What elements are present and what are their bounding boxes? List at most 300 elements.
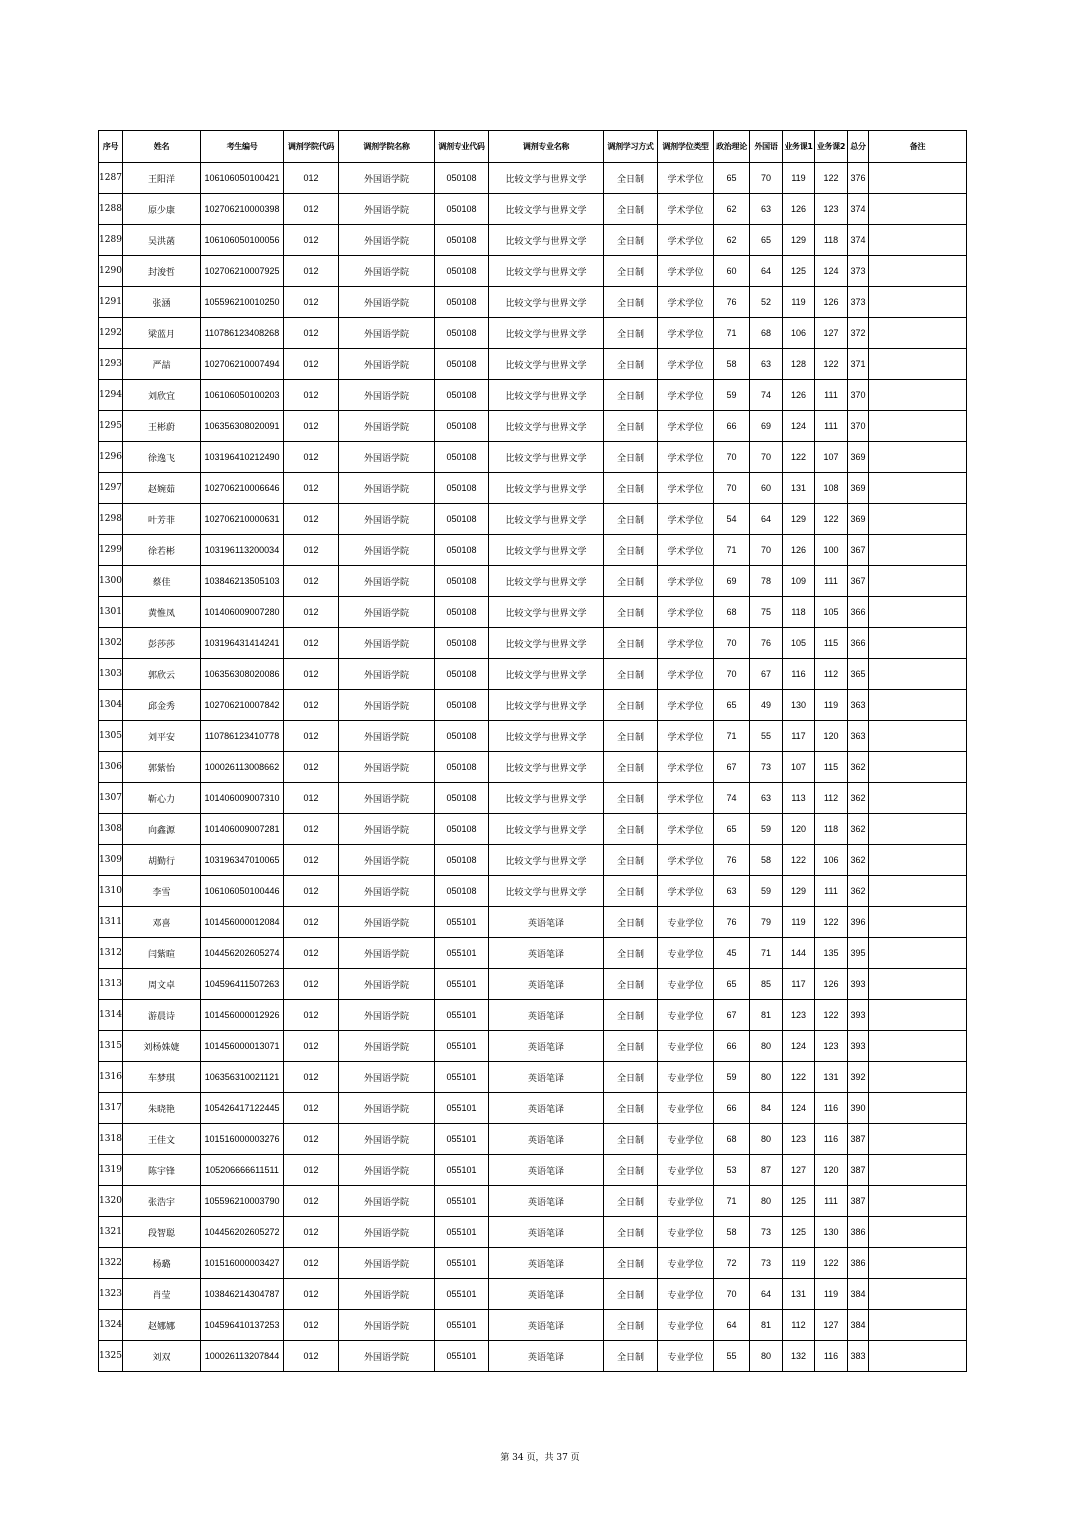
header-col-degree-type: 调剂学位类型 xyxy=(658,131,714,163)
cell-politics: 76 xyxy=(714,287,750,318)
header-col-study-mode: 调剂学习方式 xyxy=(604,131,658,163)
cell-study-mode: 全日制 xyxy=(604,380,658,411)
cell-study-mode: 全日制 xyxy=(604,783,658,814)
cell-major-name: 英语笔译 xyxy=(489,1186,604,1217)
cell-total: 387 xyxy=(848,1124,869,1155)
cell-candidate-id: 101516000003276 xyxy=(201,1124,284,1155)
cell-college-code: 012 xyxy=(284,1248,339,1279)
cell-course-2: 122 xyxy=(815,504,848,535)
cell-study-mode: 全日制 xyxy=(604,566,658,597)
cell-college-code: 012 xyxy=(284,380,339,411)
cell-course-1: 119 xyxy=(783,163,815,194)
cell-candidate-id: 103196347010065 xyxy=(201,845,284,876)
cell-politics: 71 xyxy=(714,318,750,349)
cell-politics: 71 xyxy=(714,721,750,752)
cell-course-1: 119 xyxy=(783,907,815,938)
cell-remarks xyxy=(869,1341,967,1372)
cell-course-2: 112 xyxy=(815,783,848,814)
cell-course-1: 117 xyxy=(783,721,815,752)
table-row xyxy=(99,1186,967,1217)
cell-foreign-language: 73 xyxy=(750,1248,783,1279)
cell-name: 朱晓艳 xyxy=(123,1093,201,1124)
cell-college-code: 012 xyxy=(284,907,339,938)
cell-remarks xyxy=(869,1248,967,1279)
cell-candidate-id: 104596410137253 xyxy=(201,1310,284,1341)
cell-college-code: 012 xyxy=(284,969,339,1000)
table-row xyxy=(99,659,967,690)
cell-degree-type: 专业学位 xyxy=(658,1062,714,1093)
cell-total: 384 xyxy=(848,1279,869,1310)
cell-course-1: 126 xyxy=(783,535,815,566)
cell-politics: 74 xyxy=(714,783,750,814)
cell-major-name: 比较文学与世界文学 xyxy=(489,287,604,318)
cell-college-name: 外国语学院 xyxy=(339,1248,435,1279)
cell-remarks xyxy=(869,1000,967,1031)
cell-study-mode: 全日制 xyxy=(604,318,658,349)
cell-course-1: 123 xyxy=(783,1124,815,1155)
cell-remarks xyxy=(869,504,967,535)
cell-college-name: 外国语学院 xyxy=(339,814,435,845)
cell-degree-type: 学术学位 xyxy=(658,690,714,721)
table-row xyxy=(99,783,967,814)
table-row xyxy=(99,566,967,597)
cell-degree-type: 学术学位 xyxy=(658,163,714,194)
cell-foreign-language: 67 xyxy=(750,659,783,690)
cell-remarks xyxy=(869,628,967,659)
cell-candidate-id: 101406009007280 xyxy=(201,597,284,628)
cell-college-code: 012 xyxy=(284,411,339,442)
cell-course-2: 111 xyxy=(815,876,848,907)
table-row xyxy=(99,1155,967,1186)
cell-college-code: 012 xyxy=(284,783,339,814)
cell-college-name: 外国语学院 xyxy=(339,287,435,318)
cell-major-name: 比较文学与世界文学 xyxy=(489,721,604,752)
cell-name: 向鑫源 xyxy=(123,814,201,845)
cell-major-code: 050108 xyxy=(435,566,489,597)
cell-college-name: 外国语学院 xyxy=(339,163,435,194)
cell-college-code: 012 xyxy=(284,1093,339,1124)
cell-serial: 1316 xyxy=(99,1062,123,1093)
cell-course-2: 131 xyxy=(815,1062,848,1093)
cell-college-code: 012 xyxy=(284,1124,339,1155)
cell-serial: 1291 xyxy=(99,287,123,318)
cell-politics: 59 xyxy=(714,380,750,411)
cell-degree-type: 学术学位 xyxy=(658,721,714,752)
cell-total: 362 xyxy=(848,876,869,907)
cell-name: 周文卓 xyxy=(123,969,201,1000)
cell-study-mode: 全日制 xyxy=(604,597,658,628)
cell-serial: 1293 xyxy=(99,349,123,380)
cell-major-name: 英语笔译 xyxy=(489,1248,604,1279)
cell-serial: 1310 xyxy=(99,876,123,907)
cell-politics: 64 xyxy=(714,1310,750,1341)
cell-foreign-language: 49 xyxy=(750,690,783,721)
cell-course-1: 126 xyxy=(783,380,815,411)
cell-remarks xyxy=(869,1186,967,1217)
cell-serial: 1321 xyxy=(99,1217,123,1248)
cell-major-name: 英语笔译 xyxy=(489,1279,604,1310)
cell-major-name: 比较文学与世界文学 xyxy=(489,225,604,256)
cell-study-mode: 全日制 xyxy=(604,1155,658,1186)
cell-total: 393 xyxy=(848,1000,869,1031)
cell-college-code: 012 xyxy=(284,225,339,256)
cell-college-code: 012 xyxy=(284,876,339,907)
table-row xyxy=(99,938,967,969)
cell-foreign-language: 76 xyxy=(750,628,783,659)
cell-politics: 58 xyxy=(714,349,750,380)
cell-politics: 66 xyxy=(714,1093,750,1124)
cell-serial: 1288 xyxy=(99,194,123,225)
table-row xyxy=(99,597,967,628)
cell-major-code: 050108 xyxy=(435,380,489,411)
cell-remarks xyxy=(869,1031,967,1062)
cell-degree-type: 专业学位 xyxy=(658,1124,714,1155)
cell-college-code: 012 xyxy=(284,938,339,969)
table-row xyxy=(99,876,967,907)
header-col-foreign-language: 外国语 xyxy=(750,131,783,163)
header-col-total: 总分 xyxy=(848,131,869,163)
cell-total: 362 xyxy=(848,783,869,814)
cell-course-1: 119 xyxy=(783,287,815,318)
cell-course-1: 116 xyxy=(783,659,815,690)
cell-foreign-language: 75 xyxy=(750,597,783,628)
cell-course-1: 113 xyxy=(783,783,815,814)
cell-study-mode: 全日制 xyxy=(604,442,658,473)
cell-politics: 62 xyxy=(714,194,750,225)
cell-study-mode: 全日制 xyxy=(604,1341,658,1372)
cell-course-2: 130 xyxy=(815,1217,848,1248)
cell-candidate-id: 103196113200034 xyxy=(201,535,284,566)
cell-college-name: 外国语学院 xyxy=(339,318,435,349)
cell-remarks xyxy=(869,225,967,256)
cell-politics: 58 xyxy=(714,1217,750,1248)
cell-study-mode: 全日制 xyxy=(604,752,658,783)
cell-serial: 1290 xyxy=(99,256,123,287)
cell-serial: 1301 xyxy=(99,597,123,628)
cell-major-name: 比较文学与世界文学 xyxy=(489,194,604,225)
cell-major-code: 055101 xyxy=(435,1310,489,1341)
cell-major-code: 055101 xyxy=(435,1062,489,1093)
cell-total: 393 xyxy=(848,969,869,1000)
cell-degree-type: 学术学位 xyxy=(658,256,714,287)
cell-total: 376 xyxy=(848,163,869,194)
cell-total: 373 xyxy=(848,287,869,318)
cell-name: 车梦琪 xyxy=(123,1062,201,1093)
cell-major-name: 比较文学与世界文学 xyxy=(489,442,604,473)
cell-study-mode: 全日制 xyxy=(604,473,658,504)
cell-politics: 53 xyxy=(714,1155,750,1186)
cell-study-mode: 全日制 xyxy=(604,1186,658,1217)
table-row xyxy=(99,1062,967,1093)
cell-candidate-id: 102706210007925 xyxy=(201,256,284,287)
cell-study-mode: 全日制 xyxy=(604,721,658,752)
cell-candidate-id: 102706210007842 xyxy=(201,690,284,721)
cell-name: 刘平安 xyxy=(123,721,201,752)
cell-remarks xyxy=(869,535,967,566)
table-row xyxy=(99,256,967,287)
table-row xyxy=(99,814,967,845)
cell-study-mode: 全日制 xyxy=(604,1217,658,1248)
cell-degree-type: 专业学位 xyxy=(658,938,714,969)
cell-major-name: 英语笔译 xyxy=(489,938,604,969)
table-row xyxy=(99,1124,967,1155)
cell-candidate-id: 105206666611511 xyxy=(201,1155,284,1186)
cell-candidate-id: 102706210007494 xyxy=(201,349,284,380)
table-row xyxy=(99,721,967,752)
cell-candidate-id: 106106050100446 xyxy=(201,876,284,907)
cell-course-1: 130 xyxy=(783,690,815,721)
cell-serial: 1303 xyxy=(99,659,123,690)
cell-serial: 1308 xyxy=(99,814,123,845)
cell-college-name: 外国语学院 xyxy=(339,380,435,411)
cell-study-mode: 全日制 xyxy=(604,876,658,907)
cell-college-name: 外国语学院 xyxy=(339,1062,435,1093)
cell-major-name: 英语笔译 xyxy=(489,907,604,938)
cell-major-name: 英语笔译 xyxy=(489,1000,604,1031)
cell-name: 邓喜 xyxy=(123,907,201,938)
cell-politics: 59 xyxy=(714,1062,750,1093)
cell-college-name: 外国语学院 xyxy=(339,659,435,690)
cell-major-name: 比较文学与世界文学 xyxy=(489,597,604,628)
cell-serial: 1318 xyxy=(99,1124,123,1155)
cell-degree-type: 学术学位 xyxy=(658,845,714,876)
cell-college-name: 外国语学院 xyxy=(339,783,435,814)
table-row xyxy=(99,1031,967,1062)
cell-foreign-language: 58 xyxy=(750,845,783,876)
header-col-major-code: 调剂专业代码 xyxy=(435,131,489,163)
cell-name: 胡勤行 xyxy=(123,845,201,876)
cell-degree-type: 学术学位 xyxy=(658,752,714,783)
cell-candidate-id: 106106050100056 xyxy=(201,225,284,256)
cell-remarks xyxy=(869,907,967,938)
cell-college-code: 012 xyxy=(284,442,339,473)
cell-college-code: 012 xyxy=(284,318,339,349)
table-row xyxy=(99,504,967,535)
cell-remarks xyxy=(869,318,967,349)
cell-college-name: 外国语学院 xyxy=(339,535,435,566)
table-row xyxy=(99,845,967,876)
table-row xyxy=(99,1093,967,1124)
cell-major-code: 055101 xyxy=(435,1217,489,1248)
cell-remarks xyxy=(869,380,967,411)
cell-serial: 1299 xyxy=(99,535,123,566)
cell-total: 363 xyxy=(848,690,869,721)
cell-foreign-language: 65 xyxy=(750,225,783,256)
cell-total: 363 xyxy=(848,721,869,752)
cell-name: 闫紫暄 xyxy=(123,938,201,969)
cell-study-mode: 全日制 xyxy=(604,1124,658,1155)
table-row xyxy=(99,1310,967,1341)
cell-degree-type: 专业学位 xyxy=(658,1186,714,1217)
cell-major-code: 055101 xyxy=(435,938,489,969)
cell-remarks xyxy=(869,721,967,752)
cell-course-1: 144 xyxy=(783,938,815,969)
cell-candidate-id: 106106050100203 xyxy=(201,380,284,411)
cell-college-name: 外国语学院 xyxy=(339,411,435,442)
cell-total: 386 xyxy=(848,1217,869,1248)
cell-candidate-id: 106356308020091 xyxy=(201,411,284,442)
table-row xyxy=(99,969,967,1000)
table-row xyxy=(99,163,967,194)
cell-major-code: 050108 xyxy=(435,442,489,473)
cell-name: 王阳洋 xyxy=(123,163,201,194)
cell-major-code: 050108 xyxy=(435,597,489,628)
cell-major-code: 050108 xyxy=(435,535,489,566)
cell-foreign-language: 70 xyxy=(750,442,783,473)
cell-course-2: 115 xyxy=(815,628,848,659)
header-col-college-code: 调剂学院代码 xyxy=(284,131,339,163)
cell-college-name: 外国语学院 xyxy=(339,349,435,380)
cell-remarks xyxy=(869,1217,967,1248)
cell-total: 369 xyxy=(848,442,869,473)
table-row xyxy=(99,318,967,349)
cell-major-code: 055101 xyxy=(435,1093,489,1124)
cell-course-2: 111 xyxy=(815,380,848,411)
cell-major-name: 英语笔译 xyxy=(489,969,604,1000)
table-row xyxy=(99,690,967,721)
cell-course-2: 124 xyxy=(815,256,848,287)
cell-college-name: 外国语学院 xyxy=(339,1341,435,1372)
cell-college-name: 外国语学院 xyxy=(339,1031,435,1062)
cell-college-code: 012 xyxy=(284,597,339,628)
cell-college-name: 外国语学院 xyxy=(339,256,435,287)
cell-candidate-id: 101516000003427 xyxy=(201,1248,284,1279)
cell-politics: 68 xyxy=(714,597,750,628)
cell-major-name: 英语笔译 xyxy=(489,1341,604,1372)
cell-foreign-language: 73 xyxy=(750,1217,783,1248)
cell-major-code: 050108 xyxy=(435,473,489,504)
cell-college-code: 012 xyxy=(284,752,339,783)
cell-study-mode: 全日制 xyxy=(604,1031,658,1062)
cell-study-mode: 全日制 xyxy=(604,814,658,845)
cell-politics: 70 xyxy=(714,442,750,473)
cell-course-1: 124 xyxy=(783,1093,815,1124)
cell-course-2: 122 xyxy=(815,907,848,938)
cell-college-code: 012 xyxy=(284,659,339,690)
cell-college-code: 012 xyxy=(284,349,339,380)
cell-study-mode: 全日制 xyxy=(604,690,658,721)
cell-major-code: 050108 xyxy=(435,783,489,814)
table-row xyxy=(99,907,967,938)
cell-candidate-id: 106356310021121 xyxy=(201,1062,284,1093)
cell-politics: 65 xyxy=(714,969,750,1000)
cell-college-name: 外国语学院 xyxy=(339,907,435,938)
cell-course-1: 106 xyxy=(783,318,815,349)
cell-course-2: 122 xyxy=(815,163,848,194)
cell-college-name: 外国语学院 xyxy=(339,628,435,659)
cell-foreign-language: 70 xyxy=(750,535,783,566)
table-row xyxy=(99,1341,967,1372)
cell-course-2: 116 xyxy=(815,1124,848,1155)
table-row xyxy=(99,380,967,411)
cell-total: 392 xyxy=(848,1062,869,1093)
cell-politics: 76 xyxy=(714,845,750,876)
cell-total: 369 xyxy=(848,473,869,504)
cell-degree-type: 学术学位 xyxy=(658,318,714,349)
cell-remarks xyxy=(869,752,967,783)
cell-course-1: 117 xyxy=(783,969,815,1000)
cell-name: 刘双 xyxy=(123,1341,201,1372)
table-body xyxy=(99,163,967,1372)
cell-total: 386 xyxy=(848,1248,869,1279)
cell-name: 徐若彬 xyxy=(123,535,201,566)
cell-candidate-id: 105426417122445 xyxy=(201,1093,284,1124)
cell-serial: 1325 xyxy=(99,1341,123,1372)
cell-foreign-language: 79 xyxy=(750,907,783,938)
cell-name: 蔡佳 xyxy=(123,566,201,597)
cell-college-name: 外国语学院 xyxy=(339,845,435,876)
cell-college-code: 012 xyxy=(284,628,339,659)
cell-course-1: 125 xyxy=(783,256,815,287)
cell-name: 张浩宇 xyxy=(123,1186,201,1217)
cell-politics: 60 xyxy=(714,256,750,287)
cell-course-2: 105 xyxy=(815,597,848,628)
cell-study-mode: 全日制 xyxy=(604,1248,658,1279)
cell-degree-type: 学术学位 xyxy=(658,814,714,845)
cell-course-1: 125 xyxy=(783,1186,815,1217)
cell-course-1: 132 xyxy=(783,1341,815,1372)
table-row xyxy=(99,194,967,225)
cell-remarks xyxy=(869,876,967,907)
cell-politics: 67 xyxy=(714,752,750,783)
cell-college-name: 外国语学院 xyxy=(339,1310,435,1341)
cell-remarks xyxy=(869,1062,967,1093)
cell-serial: 1315 xyxy=(99,1031,123,1062)
cell-remarks xyxy=(869,1310,967,1341)
cell-college-name: 外国语学院 xyxy=(339,1279,435,1310)
cell-course-1: 123 xyxy=(783,1000,815,1031)
header-col-major-name: 调剂专业名称 xyxy=(489,131,604,163)
cell-course-2: 126 xyxy=(815,969,848,1000)
cell-major-code: 055101 xyxy=(435,1341,489,1372)
header-col-course-2: 业务课2 xyxy=(815,131,848,163)
cell-serial: 1300 xyxy=(99,566,123,597)
table-row xyxy=(99,1248,967,1279)
cell-politics: 65 xyxy=(714,814,750,845)
header-col-candidate-id: 考生编号 xyxy=(201,131,284,163)
cell-name: 原少康 xyxy=(123,194,201,225)
cell-name: 梁蓝月 xyxy=(123,318,201,349)
cell-politics: 71 xyxy=(714,535,750,566)
cell-study-mode: 全日制 xyxy=(604,1093,658,1124)
cell-major-code: 055101 xyxy=(435,969,489,1000)
cell-politics: 69 xyxy=(714,566,750,597)
cell-college-name: 外国语学院 xyxy=(339,1155,435,1186)
cell-total: 362 xyxy=(848,752,869,783)
cell-foreign-language: 78 xyxy=(750,566,783,597)
cell-politics: 65 xyxy=(714,163,750,194)
cell-candidate-id: 101406009007281 xyxy=(201,814,284,845)
cell-course-2: 127 xyxy=(815,1310,848,1341)
header-col-course-1: 业务课1 xyxy=(783,131,815,163)
cell-major-name: 英语笔译 xyxy=(489,1155,604,1186)
cell-degree-type: 专业学位 xyxy=(658,1217,714,1248)
cell-course-2: 122 xyxy=(815,349,848,380)
cell-total: 390 xyxy=(848,1093,869,1124)
cell-college-code: 012 xyxy=(284,1217,339,1248)
cell-foreign-language: 69 xyxy=(750,411,783,442)
cell-major-name: 比较文学与世界文学 xyxy=(489,411,604,442)
header-col-remarks: 备注 xyxy=(869,131,967,163)
cell-serial: 1323 xyxy=(99,1279,123,1310)
cell-major-name: 比较文学与世界文学 xyxy=(489,349,604,380)
cell-course-1: 129 xyxy=(783,225,815,256)
cell-politics: 45 xyxy=(714,938,750,969)
cell-study-mode: 全日制 xyxy=(604,938,658,969)
cell-major-code: 050108 xyxy=(435,814,489,845)
cell-course-1: 131 xyxy=(783,1279,815,1310)
table-row xyxy=(99,535,967,566)
